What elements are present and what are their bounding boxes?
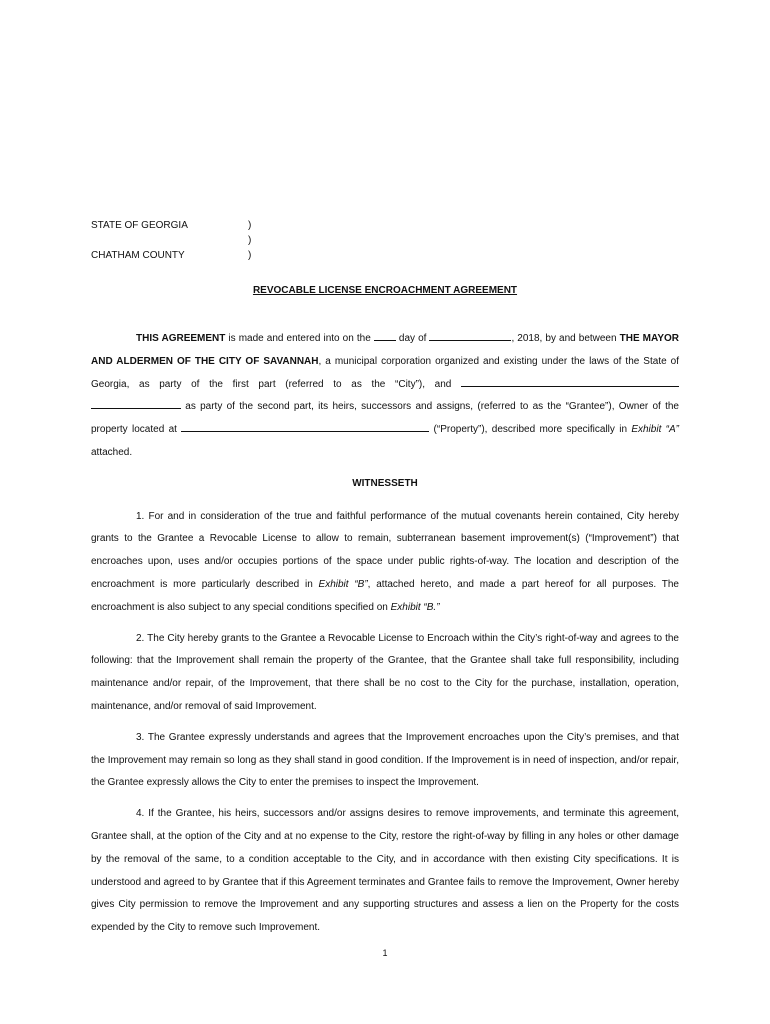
intro-text: , a municipal corporation organized and existing under the laws of the State of Georgia, as party of the first part (referred to as the “City”), and bbox=[91, 355, 679, 390]
page-number: 1 bbox=[382, 948, 388, 958]
property-address-blank bbox=[181, 420, 429, 432]
intro-text: (“Property”), described more specifically in bbox=[429, 424, 632, 436]
grantee-name-blank-2 bbox=[91, 397, 181, 409]
paragraph-2: 2. The City hereby grants to the Grantee a Revocable License to Encroach within the City’s right-of-way and agrees to the following: that the Improvement shall remain the property of the Grantee, that the Grantee shall take full responsibility, including maintenance and/or repair, of the Improvement, that there shall be no cost to the City for the purchase, installation, operation, maintenance, and/or removal of said Improvement. bbox=[91, 632, 679, 712]
grantee-name-blank bbox=[461, 375, 679, 387]
exhibit-b-ref-2: Exhibit “B.” bbox=[390, 601, 440, 613]
county-label: CHATHAM COUNTY bbox=[91, 250, 185, 261]
exhibit-b-ref: Exhibit “B” bbox=[318, 578, 368, 590]
intro-text: attached. bbox=[91, 446, 133, 458]
paragraph-4: 4. If the Grantee, his heirs, successors and/or assigns desires to remove improvements, and terminate this agreement, Grantee shall, at the option of the City and at no expense to the City, restore the right-of-way by filling in any holes or other damage by the removal of the same, to a condition acceptable to the City, and in accordance with then existing City specifications. It is understood and agreed to by Grantee that if this Agreement terminates and Grantee fails to remove the Improvement, Owner hereby gives City permission to remove the Improvement and any supporting structures and assess a lien on the Property for the costs expended by the City to remove such Improvement. bbox=[91, 808, 679, 934]
agreement-body bbox=[91, 328, 679, 948]
caption-paren: ) bbox=[248, 220, 252, 231]
first-party-name: THE MAYOR AND ALDERMEN OF THE CITY OF SAVANNAH bbox=[91, 333, 679, 367]
caption-paren: ) bbox=[248, 250, 252, 261]
caption-paren: ) bbox=[248, 235, 252, 246]
intro-lead: THIS AGREEMENT bbox=[136, 333, 226, 344]
paragraph-1 bbox=[91, 506, 679, 620]
witnesseth-heading: WITNESSETH bbox=[352, 477, 418, 489]
paragraph-3: 3. The Grantee expressly understands and agrees that the Improvement encroaches upon the City’s premises, and that the Improvement may remain so long as they shall stand in good condition. If the Improvement is in need of inspection, and/or repair, the Grantee expressly allows the City to enter the premises to inspect the Improvement. bbox=[91, 731, 679, 789]
month-blank bbox=[429, 329, 511, 341]
agreement-title: REVOCABLE LICENSE ENCROACHMENT AGREEMENT bbox=[252, 285, 518, 296]
exhibit-a-ref: Exhibit “A” bbox=[631, 424, 679, 436]
intro-paragraph bbox=[91, 328, 679, 465]
day-blank bbox=[374, 329, 396, 341]
para1-text: 1. For and in consideration of the true and faithful performance of the mutual covenants herein contained, City hereby grants to the Grantee a Revocable License to allow to remain, subterranean basement improvement(s) (“Improvement”) that encroaches upon, uses and/or occupies portions of the space under public rights-of-way. The location and description of the encroachment is more particularly described in bbox=[91, 510, 679, 590]
intro-text: , 2018, by and between bbox=[511, 333, 620, 344]
state-label: STATE OF GEORGIA bbox=[91, 220, 188, 231]
para1-text: , attached hereto, and made a part hereof for all purposes. The encroachment is also subject to any special conditions specified on bbox=[91, 578, 679, 613]
intro-text: day of bbox=[395, 333, 430, 344]
intro-text: is made and entered into on the bbox=[225, 333, 374, 344]
case-caption bbox=[91, 218, 311, 263]
intro-text: as party of the second part, its heirs, successors and assigns, (referred to as the “Grantee”), Owner of the property located at bbox=[91, 401, 679, 436]
